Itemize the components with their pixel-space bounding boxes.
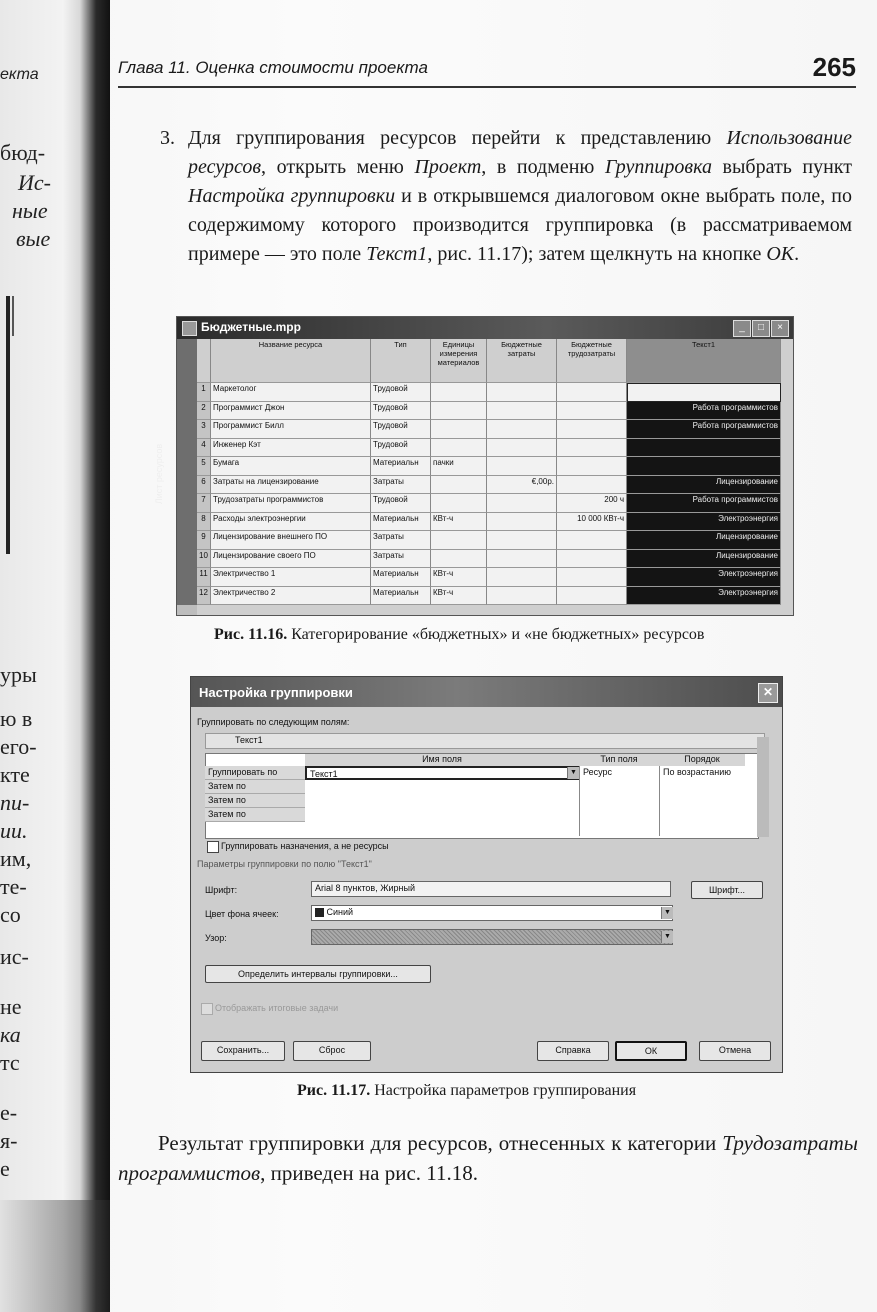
minimize-icon[interactable]: _ <box>733 320 751 337</box>
horizontal-scrollbar[interactable] <box>197 605 793 615</box>
fields-scrollbar[interactable] <box>757 737 769 837</box>
row-label: Затем по <box>205 780 305 794</box>
left-fragment: е <box>0 1156 10 1181</box>
grid-cell: Лицензирование своего ПО <box>211 550 371 569</box>
grid-cell: Затраты на лицензирование <box>211 476 371 495</box>
text-italic: ОК <box>766 243 795 265</box>
grid-cell: Затраты <box>371 531 431 550</box>
grid-cell: Работа программистов <box>627 494 781 513</box>
row-number: 2 <box>197 402 211 421</box>
field-type-value: Ресурс <box>583 767 613 777</box>
grid-cell: €,00р. <box>487 476 557 495</box>
grid-cell <box>487 587 557 606</box>
close-icon[interactable]: ✕ <box>758 683 778 703</box>
left-fragment: пи- <box>0 790 30 815</box>
chapter-title: Глава 11. Оценка стоимости проекта <box>118 58 428 77</box>
row-number: 7 <box>197 494 211 513</box>
left-fragment: бюд- <box>0 140 46 165</box>
grid-cell: Программист Билл <box>211 420 371 439</box>
left-fragment: не <box>0 994 22 1019</box>
text-italic: Текст1 <box>366 243 428 265</box>
left-fragment: ю в <box>0 706 33 731</box>
row-number: 12 <box>197 587 211 606</box>
grid-cell: Программист Джон <box>211 402 371 421</box>
left-fragment: со <box>0 902 21 927</box>
grid-cell <box>557 383 627 402</box>
grid-cell <box>487 550 557 569</box>
chevron-down-icon[interactable]: ▼ <box>567 767 579 779</box>
page-number: 265 <box>812 52 856 82</box>
grid-cell: Трудозатраты программистов <box>211 494 371 513</box>
grid-cell <box>431 476 487 495</box>
ok-button[interactable]: ОК <box>615 1041 687 1061</box>
caption-number: Рис. 11.17. <box>297 1082 371 1099</box>
left-fragment: те- <box>0 874 27 899</box>
grid-cell: Лицензирование внешнего ПО <box>211 531 371 550</box>
grid-cell <box>557 531 627 550</box>
grid-cell: Лицензирование <box>627 550 781 569</box>
params-label: Параметры группировки по полю "Текст1" <box>197 859 372 869</box>
grid-cell <box>431 439 487 458</box>
divider <box>579 766 580 836</box>
group-settings-dialog <box>190 676 783 1073</box>
grid-cell <box>557 587 627 606</box>
grid-cell <box>487 383 557 402</box>
text-italic: Настройка группировки <box>188 185 396 207</box>
save-button[interactable]: Сохранить... <box>201 1041 285 1061</box>
resource-sheet-window <box>154 316 794 616</box>
dialog-title: Настройка группировки <box>199 685 353 700</box>
left-fragment: ии. <box>0 818 28 843</box>
grid-cell: Трудовой <box>371 494 431 513</box>
grid-cell <box>627 439 781 458</box>
grid-cell <box>487 420 557 439</box>
font-label: Шрифт: <box>205 885 238 895</box>
grid-cell: Электричество 2 <box>211 587 371 606</box>
grid-cell: Электричество 1 <box>211 568 371 587</box>
col-type-header: Тип поля <box>579 754 659 766</box>
grid-cell <box>487 494 557 513</box>
grid-cell: КВт-ч <box>431 568 487 587</box>
text-italic: Группировка <box>604 156 712 178</box>
chevron-down-icon[interactable]: ▼ <box>661 907 673 919</box>
intervals-button[interactable]: Определить интервалы группировки... <box>205 965 431 983</box>
grid-column-header: Текст1 <box>627 339 781 383</box>
cell-bg-value: Синий <box>326 907 354 917</box>
grid-cell <box>557 457 627 476</box>
project-icon <box>182 321 197 336</box>
grid-cell <box>431 420 487 439</box>
page-shadow <box>0 1200 110 1312</box>
left-fragment: ка <box>0 1022 21 1047</box>
view-bar-label: Лист ресурсов <box>154 443 165 505</box>
grid-cell <box>487 439 557 458</box>
text-run: . <box>794 243 800 265</box>
grid-cell <box>557 550 627 569</box>
grid-cell: Инженер Кэт <box>211 439 371 458</box>
dialog-titlebar <box>191 677 782 707</box>
group-name-value: Текст1 <box>235 735 263 745</box>
row-number: 1 <box>197 383 211 402</box>
grid-column-header: Единицы измерения материалов <box>431 339 487 383</box>
grid-cell <box>557 476 627 495</box>
row-number: 11 <box>197 568 211 587</box>
window-titlebar <box>177 317 793 339</box>
grid-cell: Материальн <box>371 457 431 476</box>
step-text <box>188 124 852 269</box>
row-number: 8 <box>197 513 211 532</box>
grid-cell: Материальн <box>371 568 431 587</box>
maximize-icon[interactable]: □ <box>752 320 770 337</box>
left-fragment: ктe <box>0 762 30 787</box>
grid-cell <box>487 513 557 532</box>
help-button[interactable]: Справка <box>537 1041 609 1061</box>
grid-cell: Работа программистов <box>627 402 781 421</box>
grid-cell: пачки <box>431 457 487 476</box>
grid-cell: 200 ч <box>557 494 627 513</box>
cell-bg-select[interactable] <box>311 905 673 921</box>
text-italic: Трудозатраты программистов <box>118 1131 858 1185</box>
group-by-label: Группировать по следующим полям: <box>197 717 350 727</box>
grid-cell <box>431 383 487 402</box>
grid-cell: Трудовой <box>371 420 431 439</box>
text-italic: Использование ресурсов <box>188 127 852 178</box>
step-number: 3. <box>160 127 175 149</box>
grid-cell <box>557 420 627 439</box>
grid-cell: Лицензирование <box>627 476 781 495</box>
grid-cell: Материальн <box>371 513 431 532</box>
grid-cell <box>431 550 487 569</box>
grid-cell <box>431 402 487 421</box>
row-label: Затем по <box>205 794 305 808</box>
text-run: , открыть меню <box>261 156 415 178</box>
row-label: Затем по <box>205 808 305 822</box>
grid-cell <box>627 457 781 476</box>
step-paragraph <box>160 124 852 269</box>
row-number: 5 <box>197 457 211 476</box>
left-page-bar <box>6 296 10 554</box>
grid-cell <box>431 494 487 513</box>
color-swatch-icon <box>315 908 324 917</box>
text-run: и в открывшемся диалоговом окне выбрать поле, по содержимому которого производится группировка (в рассматриваемом примере — это поле <box>188 185 852 265</box>
left-page-bar <box>12 296 14 336</box>
grid-cell: Лицензирование <box>627 531 781 550</box>
grid-column-header: Бюджетные трудозатраты <box>557 339 627 383</box>
chevron-down-icon[interactable]: ▼ <box>661 931 673 943</box>
figure-caption <box>297 1082 636 1100</box>
grid-cell: Трудовой <box>371 383 431 402</box>
grid-cell: Маркетолог <box>211 383 371 402</box>
caption-text: Настройка параметров группирования <box>374 1082 637 1099</box>
divider <box>659 766 660 836</box>
text-run: выбрать пункт <box>711 156 852 178</box>
font-value-field: Arial 8 пунктов, Жирный <box>311 881 671 897</box>
left-fragment: екта <box>0 66 39 83</box>
row-number: 3 <box>197 420 211 439</box>
grid-cell: Затраты <box>371 476 431 495</box>
grid-column-header: Тип <box>371 339 431 383</box>
group-assignments-checkbox[interactable] <box>207 841 219 853</box>
group-name-field[interactable] <box>205 733 765 749</box>
grid-cell <box>627 383 781 402</box>
left-fragment: ис- <box>0 944 29 969</box>
show-summary-checkbox[interactable] <box>201 1003 213 1015</box>
running-header <box>118 52 856 88</box>
grid-cell: Электроэнергия <box>627 568 781 587</box>
cell-bg-label: Цвет фона ячеек: <box>205 909 279 919</box>
grid-column-header: Название ресурса <box>211 339 371 383</box>
sort-order-value[interactable]: По возрастанию <box>663 767 731 777</box>
left-fragment: уры <box>0 662 37 687</box>
window-title: Бюджетные.mpp <box>201 320 301 334</box>
left-fragment: его- <box>0 734 37 759</box>
grid-column-header: Бюджетные затраты <box>487 339 557 383</box>
col-order-header: Порядок <box>659 754 745 766</box>
grid-cell <box>557 402 627 421</box>
row-number: 4 <box>197 439 211 458</box>
col-field-header: Имя поля <box>305 754 579 766</box>
caption-number: Рис. 11.16. <box>214 626 288 643</box>
grid-cell <box>431 531 487 550</box>
grid-cell: Затраты <box>371 550 431 569</box>
grid-cell <box>487 568 557 587</box>
show-summary-label: Отображать итоговые задачи <box>215 1003 339 1013</box>
left-fragment: вые <box>16 226 51 251</box>
row-label: Группировать по <box>205 766 305 780</box>
grid-cell: КВт-ч <box>431 513 487 532</box>
text-italic: Проект <box>414 156 482 178</box>
left-fragment: Ис- <box>18 170 51 195</box>
result-paragraph <box>118 1128 858 1188</box>
left-fragment: тс <box>0 1050 20 1075</box>
field-name-input[interactable]: Текст1 <box>305 766 579 780</box>
grid-cell: Электроэнергия <box>627 513 781 532</box>
close-icon[interactable]: × <box>771 320 789 337</box>
book-spine <box>62 0 110 1312</box>
left-fragment: я- <box>0 1128 18 1153</box>
grid-cell: КВт-ч <box>431 587 487 606</box>
grid-cell <box>487 531 557 550</box>
grid-cell: Трудовой <box>371 439 431 458</box>
row-number: 9 <box>197 531 211 550</box>
group-assignments-label: Группировать назначения, а не ресурсы <box>221 841 389 851</box>
grid-cell <box>557 568 627 587</box>
row-number: 10 <box>197 550 211 569</box>
text-run: Для группирования ресурсов перейти к представлению <box>188 127 727 149</box>
grid-cell <box>487 457 557 476</box>
view-bar <box>154 339 197 605</box>
grid-cell: Материальн <box>371 587 431 606</box>
text-run: , приведен на рис. 11.18. <box>260 1161 479 1185</box>
reset-button[interactable]: Сброс <box>293 1041 371 1061</box>
text-run: , в подменю <box>481 156 605 178</box>
text-run: , рис. 11.17); затем щелкнуть на кнопке <box>427 243 767 265</box>
cancel-button[interactable]: Отмена <box>699 1041 771 1061</box>
caption-text: Категорирование «бюджетных» и «не бюджетных» ресурсов <box>291 626 705 643</box>
grid-cell: Трудовой <box>371 402 431 421</box>
pattern-label: Узор: <box>205 933 227 943</box>
grid-cell: Расходы электроэнергии <box>211 513 371 532</box>
grid-cell: Работа программистов <box>627 420 781 439</box>
row-number: 6 <box>197 476 211 495</box>
font-button[interactable]: Шрифт... <box>691 881 763 899</box>
left-fragment: им, <box>0 846 32 871</box>
grid-cell <box>557 439 627 458</box>
grid-corner <box>197 339 211 383</box>
figure-caption <box>214 626 704 644</box>
vertical-scrollbar[interactable] <box>781 339 793 605</box>
grid-cell: Электроэнергия <box>627 587 781 606</box>
text-run: Результат группировки для ресурсов, отнесенных к категории <box>158 1131 723 1155</box>
left-fragment: ные <box>12 198 48 223</box>
grid-cell <box>487 402 557 421</box>
left-fragment: е- <box>0 1100 18 1125</box>
grid-cell: 10 000 КВт-ч <box>557 513 627 532</box>
grid-cell: Бумага <box>211 457 371 476</box>
pattern-select[interactable] <box>311 929 673 945</box>
